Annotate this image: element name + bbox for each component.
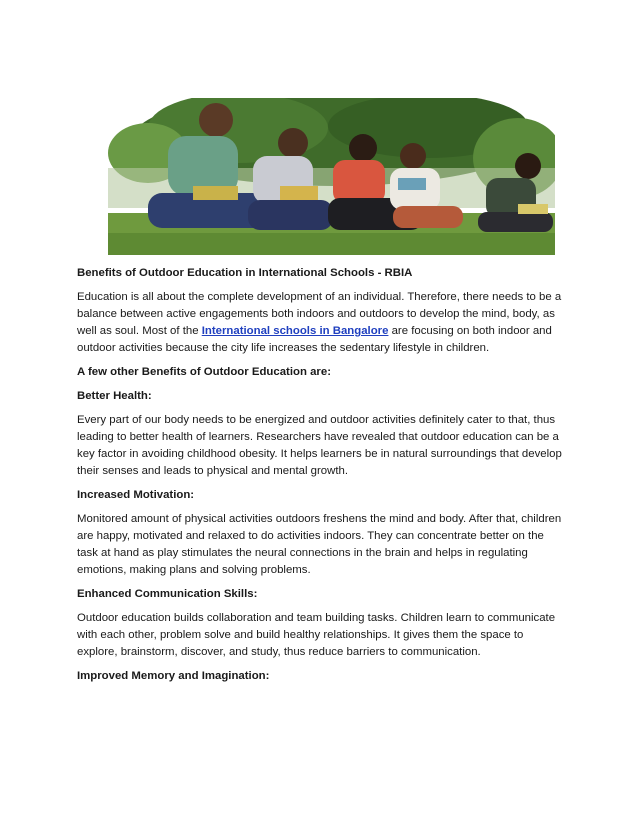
section-body-communication-skills: Outdoor education builds collaboration and team building tasks. Children learn to communicate with each other, problem solve and build healthy relationships. It gives them the space to explore, brainstorm, discover, and study, thus reduce barriers to communication. bbox=[77, 612, 556, 658]
intro-paragraph bbox=[77, 289, 563, 357]
section-heading-increased-motivation: Increased Motivation: bbox=[77, 489, 195, 501]
international-schools-link[interactable]: International schools in Bangalore bbox=[201, 325, 389, 337]
section-heading-communication-skills: Enhanced Communication Skills: bbox=[77, 588, 258, 600]
article bbox=[77, 265, 563, 692]
intro-text-before-link: Education is all about the complete development of an individual. Therefore, there needs to be a balance between active engagements both indoors and outdoors to develop the mind, body, as well as soul. Most of the bbox=[77, 291, 562, 337]
section-body-increased-motivation: Monitored amount of physical activities outdoors freshens the mind and body. After that, children are happy, motivated and relaxed to do activities indoors. They can concentrate better on the task at hand as play stimulates the neural connections in the brain and helps in regulating emotions, making plans and solving problems. bbox=[77, 513, 562, 576]
article-title: Benefits of Outdoor Education in International Schools - RBIA bbox=[77, 267, 413, 279]
section-heading-better-health: Better Health: bbox=[77, 390, 152, 402]
intro-text-after-link: are focusing on both indoor and outdoor activities because the city life increases the sedentary lifestyle in children. bbox=[77, 325, 552, 354]
section-body-better-health: Every part of our body needs to be energized and outdoor activities definitely cater to that, thus leading to better health of learners. Researchers have revealed that outdoor education can be a key factor in avoiding childhood obesity. It helps learners be in natural surroundings that develop their senses and leads to physical and mental growth. bbox=[77, 414, 562, 477]
section-heading-memory-imagination: Improved Memory and Imagination: bbox=[77, 670, 270, 682]
benefits-subtitle: A few other Benefits of Outdoor Education are: bbox=[77, 366, 331, 378]
students-reading-outdoors-photo bbox=[108, 98, 555, 255]
photo-illustration bbox=[108, 98, 555, 255]
